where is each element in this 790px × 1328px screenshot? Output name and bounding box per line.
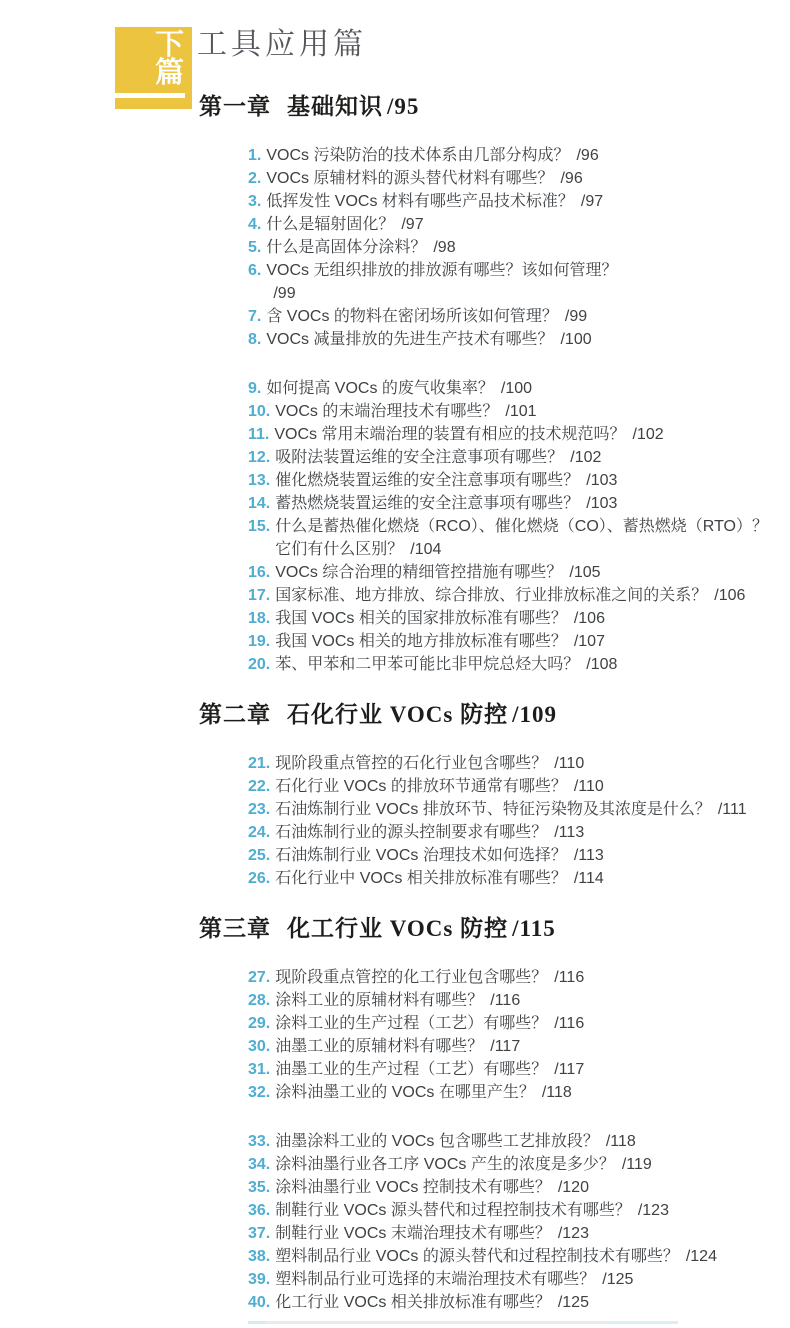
toc-entry bbox=[248, 400, 790, 423]
chapter-section bbox=[0, 700, 790, 890]
toc-entry-page: /104 bbox=[410, 541, 442, 558]
toc-entry-page: /98 bbox=[433, 239, 456, 256]
toc-entry-page: /124 bbox=[685, 1248, 717, 1265]
toc-entry-number: 15. bbox=[248, 518, 271, 535]
toc-entry bbox=[248, 515, 790, 561]
toc-entry-text: 塑料制品行业 VOCs 的源头替代和过程控制技术有哪些？ /124 bbox=[275, 1248, 717, 1265]
toc-entry-text: 国家标准、地方排放、综合排放、行业排放标准之间的关系？ /106 bbox=[275, 587, 746, 604]
toc-entry-number: 5. bbox=[248, 239, 262, 256]
toc-entry-page: /100 bbox=[560, 331, 592, 348]
toc-entry-number: 40. bbox=[248, 1294, 271, 1311]
toc-group bbox=[248, 1130, 790, 1314]
toc-entry-text: 石油炼制行业 VOCs 排放环节、特征污染物及其浓度是什么？ /111 bbox=[275, 801, 747, 818]
toc-entry bbox=[248, 259, 790, 305]
toc-entry bbox=[248, 492, 790, 515]
toc-entry bbox=[248, 966, 790, 989]
toc-entry-page: /113 bbox=[573, 847, 604, 864]
toc-entry bbox=[248, 1058, 790, 1081]
toc-entry-text: 如何提高 VOCs 的废气收集率？ /100 bbox=[266, 380, 533, 397]
toc-entry-text: VOCs 的末端治理技术有哪些？ /101 bbox=[275, 403, 537, 420]
toc-entry-page: /103 bbox=[586, 472, 618, 489]
toc-entry-number: 34. bbox=[248, 1156, 271, 1173]
toc-entry-page: /100 bbox=[500, 380, 533, 397]
toc-entry-page: /99 bbox=[564, 308, 588, 325]
toc-entry-number: 23. bbox=[248, 801, 271, 818]
toc-entry-text: 什么是蓄热催化燃烧（RCO）、催化燃烧（CO）、蓄热燃烧（RTO）？ 它们有什么区别？ /104 bbox=[275, 518, 769, 558]
chapter-page-number: /95 bbox=[387, 94, 420, 119]
toc-entry-number: 4. bbox=[248, 216, 262, 233]
chapter-label: 第二章 bbox=[199, 702, 271, 727]
toc-entry-text: 蓄热燃烧装置运维的安全注意事项有哪些？ /103 bbox=[275, 495, 618, 512]
toc-entry bbox=[248, 867, 790, 890]
toc-entry-number: 13. bbox=[248, 472, 271, 489]
toc-entry-page: /116 bbox=[490, 992, 521, 1009]
toc-entry-number: 32. bbox=[248, 1084, 271, 1101]
toc-entry-text: 石化行业中 VOCs 相关排放标准有哪些？ /114 bbox=[275, 870, 604, 887]
chapter-heading bbox=[199, 92, 790, 122]
toc-entry bbox=[248, 775, 790, 798]
toc-entry-page: /99 bbox=[273, 285, 296, 302]
part-badge-label bbox=[115, 27, 192, 87]
toc-entry-page: /97 bbox=[580, 193, 604, 210]
toc-entry-text: VOCs 综合治理的精细管控措施有哪些？ /105 bbox=[275, 564, 601, 581]
toc-group bbox=[248, 966, 790, 1104]
toc-entry-number: 31. bbox=[248, 1061, 271, 1078]
toc-entry-number: 38. bbox=[248, 1248, 271, 1265]
toc-entry-number: 6. bbox=[248, 262, 262, 279]
toc-entry-text: VOCs 减量排放的先进生产技术有哪些？ /100 bbox=[266, 331, 592, 348]
toc-entry-text: VOCs 常用末端治理的装置有相应的技术规范吗？ /102 bbox=[274, 426, 664, 443]
chapter-page-number: /109 bbox=[512, 702, 557, 727]
toc-entry-page: /110 bbox=[573, 778, 604, 795]
toc-entry-page: /117 bbox=[554, 1061, 585, 1078]
toc-entry bbox=[248, 423, 790, 446]
toc-entry-text: 制鞋行业 VOCs 源头替代和过程控制技术有哪些？ /123 bbox=[275, 1202, 669, 1219]
toc-entry-text: 石油炼制行业 VOCs 治理技术如何选择？ /113 bbox=[275, 847, 604, 864]
toc-entry bbox=[248, 752, 790, 775]
toc-entry-text: 油墨工业的原辅材料有哪些？ /117 bbox=[275, 1038, 521, 1055]
toc-entry-text: 涂料油墨工业的 VOCs 在哪里产生？ /118 bbox=[275, 1084, 572, 1101]
toc-entry-page: /114 bbox=[573, 870, 604, 887]
toc-entry-page: /118 bbox=[605, 1133, 636, 1150]
toc-entry-number: 3. bbox=[248, 193, 262, 210]
toc-entry-text: 涂料工业的原辅材料有哪些？ /116 bbox=[275, 992, 521, 1009]
toc-entry-text: 催化燃烧装置运维的安全注意事项有哪些？ /103 bbox=[275, 472, 618, 489]
toc-entry-number: 9. bbox=[248, 380, 262, 397]
part-badge bbox=[115, 27, 192, 109]
toc-entry-page: /108 bbox=[586, 656, 618, 673]
toc-entry-number: 39. bbox=[248, 1271, 271, 1288]
toc-entry bbox=[248, 213, 790, 236]
chapter-page-number: /115 bbox=[512, 916, 556, 941]
toc-entry-text: 塑料制品行业可选择的末端治理技术有哪些？ /125 bbox=[275, 1271, 634, 1288]
toc-entry bbox=[248, 328, 790, 351]
toc-entry-number: 24. bbox=[248, 824, 271, 841]
toc-entry-number: 8. bbox=[248, 331, 262, 348]
toc-entry-number: 1. bbox=[248, 147, 262, 164]
toc-entry-number: 37. bbox=[248, 1225, 271, 1242]
toc-entry-number: 16. bbox=[248, 564, 271, 581]
toc-entry bbox=[248, 1081, 790, 1104]
toc-entry-text: 什么是高固体分涂料？ /98 bbox=[266, 239, 456, 256]
toc-entry bbox=[248, 1130, 790, 1153]
toc-entry bbox=[248, 377, 790, 400]
toc-entry bbox=[248, 1268, 790, 1291]
toc-entry-number: 28. bbox=[248, 992, 271, 1009]
toc-entry-text: 含 VOCs 的物料在密闭场所该如何管理？ /99 bbox=[266, 308, 588, 325]
toc-entry-number: 25. bbox=[248, 847, 271, 864]
toc-entry-page: /106 bbox=[573, 610, 605, 627]
toc-entry-text: 吸附法装置运维的安全注意事项有哪些？ /102 bbox=[275, 449, 602, 466]
part-title: 工具应用篇 bbox=[197, 28, 367, 61]
toc-entry bbox=[248, 144, 790, 167]
chapter-heading bbox=[199, 700, 790, 730]
toc-entry-text: 我国 VOCs 相关的国家排放标准有哪些？ /106 bbox=[275, 610, 605, 627]
toc-entry bbox=[248, 190, 790, 213]
toc-entry bbox=[248, 821, 790, 844]
toc-entry-text: 涂料工业的生产过程（工艺）有哪些？ /116 bbox=[275, 1015, 585, 1032]
toc-entry-page: /102 bbox=[570, 449, 602, 466]
toc-entry bbox=[248, 1245, 790, 1268]
toc-entry-number: 2. bbox=[248, 170, 262, 187]
toc-entry-number: 22. bbox=[248, 778, 271, 795]
toc-entry-page: /123 bbox=[637, 1202, 669, 1219]
toc-entry-page: /96 bbox=[560, 170, 583, 187]
toc-entry-number: 30. bbox=[248, 1038, 271, 1055]
toc-entry-page: /107 bbox=[573, 633, 605, 650]
toc-entry bbox=[248, 1012, 790, 1035]
toc-entry bbox=[248, 844, 790, 867]
toc-entry bbox=[248, 446, 790, 469]
toc-entry-page: /102 bbox=[632, 426, 664, 443]
toc-entry-page: /103 bbox=[586, 495, 618, 512]
toc-entry-page: /118 bbox=[541, 1084, 572, 1101]
toc-entry-text: 现阶段重点管控的石化行业包含哪些？ /110 bbox=[275, 755, 585, 772]
toc-entry-page: /113 bbox=[554, 824, 585, 841]
toc-entry bbox=[248, 630, 790, 653]
toc-entry-number: 20. bbox=[248, 656, 271, 673]
toc-entry-text: 制鞋行业 VOCs 末端治理技术有哪些？ /123 bbox=[275, 1225, 589, 1242]
toc-entry-page: /97 bbox=[401, 216, 424, 233]
toc-entry-number: 29. bbox=[248, 1015, 271, 1032]
toc-entry-page: /111 bbox=[717, 801, 747, 818]
toc-entry-text: 化工行业 VOCs 相关排放标准有哪些？ /125 bbox=[275, 1294, 589, 1311]
toc-entry-text: 低挥发性 VOCs 材料有哪些产品技术标准？ /97 bbox=[266, 193, 604, 210]
toc-entry-page: /119 bbox=[621, 1156, 652, 1173]
toc-entry-text: 苯、甲苯和二甲苯可能比非甲烷总烃大吗？ /108 bbox=[275, 656, 618, 673]
toc-entry bbox=[248, 607, 790, 630]
toc-entry bbox=[248, 1199, 790, 1222]
toc-entry bbox=[248, 1176, 790, 1199]
toc-entry-page: /125 bbox=[602, 1271, 634, 1288]
toc-entry bbox=[248, 798, 790, 821]
chapters-container bbox=[0, 92, 790, 1314]
toc-entry bbox=[248, 305, 790, 328]
clipped-next-line-fragment bbox=[248, 1321, 678, 1324]
chapter-section bbox=[0, 92, 790, 676]
toc-entry bbox=[248, 989, 790, 1012]
toc-entry-page: /120 bbox=[557, 1179, 589, 1196]
toc-entry-number: 26. bbox=[248, 870, 271, 887]
toc-entry-number: 12. bbox=[248, 449, 271, 466]
toc-group bbox=[248, 752, 790, 890]
toc-entry-text: 我国 VOCs 相关的地方排放标准有哪些？ /107 bbox=[275, 633, 605, 650]
badge-underline-rule bbox=[115, 93, 185, 98]
chapter-title: 基础知识 bbox=[287, 94, 383, 119]
toc-entry-page: /123 bbox=[557, 1225, 589, 1242]
toc-entry bbox=[248, 167, 790, 190]
toc-entry-page: /117 bbox=[490, 1038, 521, 1055]
toc-entry-number: 33. bbox=[248, 1133, 271, 1150]
toc-entry-text: 油墨工业的生产过程（工艺）有哪些？ /117 bbox=[275, 1061, 585, 1078]
toc-entry bbox=[248, 1291, 790, 1314]
toc-entry-text: 现阶段重点管控的化工行业包含哪些？ /116 bbox=[275, 969, 585, 986]
toc-entry bbox=[248, 236, 790, 259]
toc-entry bbox=[248, 584, 790, 607]
part-badge-char-top: 下 bbox=[154, 29, 184, 61]
toc-entry-text: VOCs 原辅材料的源头替代材料有哪些？ /96 bbox=[266, 170, 583, 187]
toc-entry-text: 石化行业 VOCs 的排放环节通常有哪些？ /110 bbox=[275, 778, 604, 795]
chapter-section bbox=[0, 914, 790, 1314]
chapter-label: 第三章 bbox=[199, 916, 271, 941]
toc-entry-number: 14. bbox=[248, 495, 271, 512]
toc-entry-number: 7. bbox=[248, 308, 262, 325]
toc-entry bbox=[248, 1222, 790, 1245]
toc-entry-page: /96 bbox=[576, 147, 599, 164]
toc-entry-number: 36. bbox=[248, 1202, 271, 1219]
toc-entry-number: 11. bbox=[248, 426, 270, 443]
toc-entry-number: 27. bbox=[248, 969, 271, 986]
chapter-heading bbox=[199, 914, 790, 944]
toc-entry bbox=[248, 1153, 790, 1176]
toc-entry bbox=[248, 561, 790, 584]
toc-group bbox=[248, 144, 790, 351]
toc-entry-number: 18. bbox=[248, 610, 271, 627]
toc-entry-text: 什么是辐射固化？ /97 bbox=[266, 216, 424, 233]
toc-entry bbox=[248, 653, 790, 676]
toc-entry-number: 35. bbox=[248, 1179, 271, 1196]
toc-entry-number: 10. bbox=[248, 403, 271, 420]
toc-group bbox=[248, 377, 790, 676]
toc-entry-text: 涂料油墨行业各工序 VOCs 产生的浓度是多少？ /119 bbox=[275, 1156, 652, 1173]
part-badge-char-bottom: 篇 bbox=[154, 57, 184, 89]
toc-entry-page: /101 bbox=[505, 403, 537, 420]
chapter-title: 化工行业 VOCs 防控 bbox=[287, 916, 509, 941]
toc-entry-text: VOCs 无组织排放的排放源有哪些？该如何管理？ /99 bbox=[266, 262, 618, 302]
chapter-title: 石化行业 VOCs 防控 bbox=[287, 702, 509, 727]
toc-entry-page: /106 bbox=[714, 587, 746, 604]
toc-entry-number: 19. bbox=[248, 633, 271, 650]
toc-entry-page: /105 bbox=[569, 564, 601, 581]
toc-entry bbox=[248, 469, 790, 492]
toc-entry-page: /116 bbox=[554, 969, 585, 986]
chapter-label: 第一章 bbox=[199, 94, 271, 119]
toc-entry-text: 涂料油墨行业 VOCs 控制技术有哪些？ /120 bbox=[275, 1179, 589, 1196]
toc-entry-text: 石油炼制行业的源头控制要求有哪些？ /113 bbox=[275, 824, 585, 841]
toc-entry-number: 21. bbox=[248, 755, 271, 772]
toc-entry-text: 油墨涂料工业的 VOCs 包含哪些工艺排放段？ /118 bbox=[275, 1133, 636, 1150]
toc-entry bbox=[248, 1035, 790, 1058]
toc-entry-number: 17. bbox=[248, 587, 271, 604]
toc-entry-text: VOCs 污染防治的技术体系由几部分构成？ /96 bbox=[266, 147, 599, 164]
toc-entry-page: /125 bbox=[557, 1294, 589, 1311]
toc-entry-page: /110 bbox=[554, 755, 585, 772]
toc-entry-page: /116 bbox=[554, 1015, 585, 1032]
